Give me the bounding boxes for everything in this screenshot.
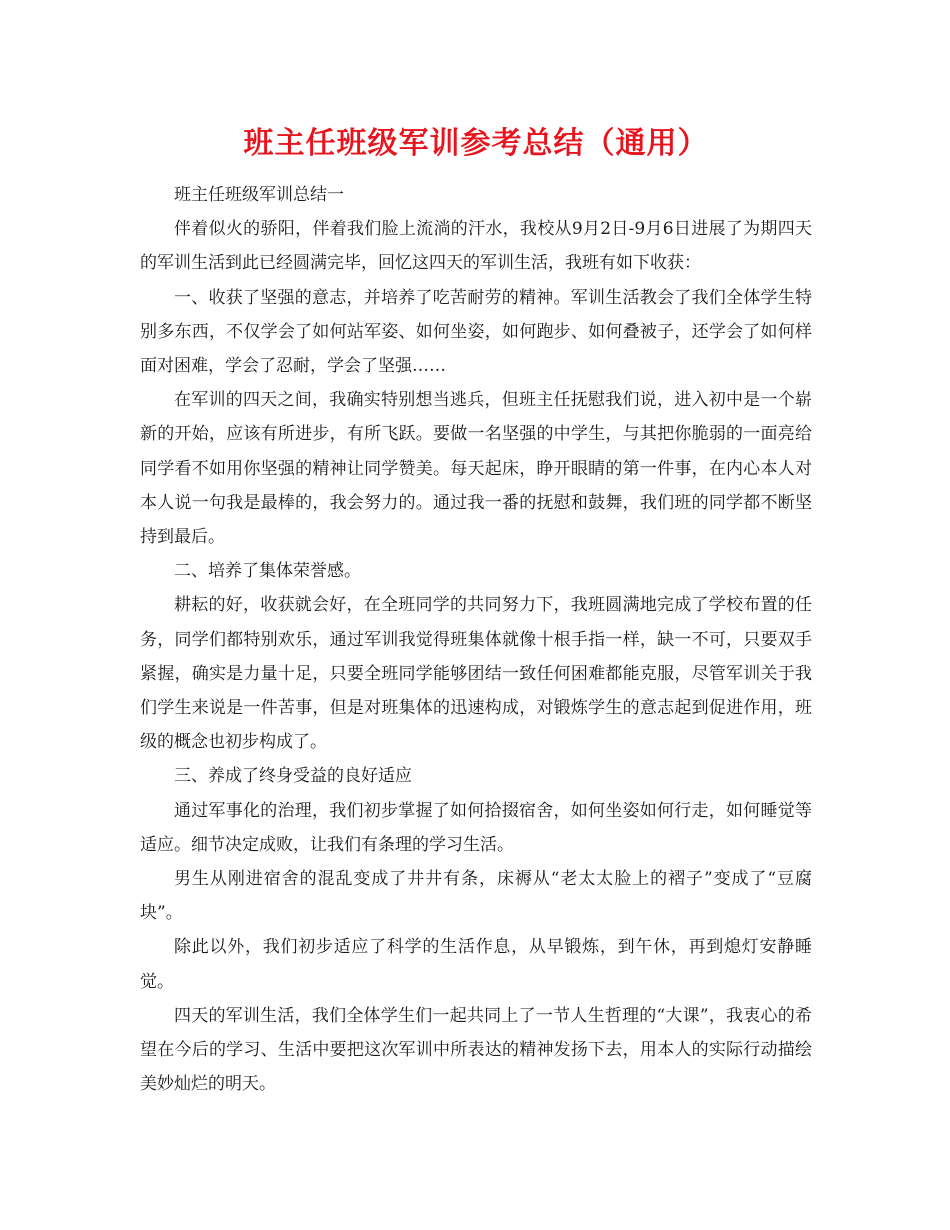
body-paragraph: 除此以外，我们初步适应了科学的生活作息，从早锻炼，到午休，再到熄灯安静睡觉。 [140,937,812,992]
section-three-heading: 三、养成了终身受益的良好适应 [174,766,412,787]
section-one-paragraph: 一、收获了坚强的意志，并培养了吃苦耐劳的精神。军训生活教会了我们全体学生特别多东西，不仅学会了如何站军姿、如何坐姿，如何跑步、如何叠被子，还学会了如何样面对困难，学会了忍耐，学会了坚强…… [140,287,812,377]
body-paragraph: 通过军事化的治理，我们初步掌握了如何拾掇宿舍，如何坐姿如何行走，如何睡觉等适应。细节决定成败，让我们有条理的学习生活。 [140,800,812,855]
body-paragraph: 在军训的四天之间，我确实特别想当逃兵，但班主任抚慰我们说，进入初中是一个崭新的开始，应该有所进步，有所飞跃。要做一名坚强的中学生，与其把你脆弱的一面亮给同学看不如用你坚强的精神让同学赞美。每天起床，睁开眼睛的第一件事，在内心本人对本人说一句我是最棒的，我会努力的。通过我一番的抚慰和鼓舞，我们班的同学都不断坚持到最后。 [140,390,812,548]
document-title: 班主任班级军训参考总结（通用） [243,126,709,161]
body-paragraph: 男生从刚进宿舍的混乱变成了井井有条，床褥从“老太太脸上的褶子”变成了“豆腐块”。 [140,869,812,924]
document-page [140,120,812,1101]
subtitle-paragraph: 班主任班级军训总结一 [174,185,344,205]
section-two-heading: 二、培养了集体荣誉感。 [174,561,361,582]
body-paragraph: 耕耘的好，收获就会好，在全班同学的共同努力下，我班圆满地完成了学校布置的任务，同学们都特别欢乐，通过军训我觉得班集体就像十根手指一样，缺一不可，只要双手紧握，确实是力量十足，只要全班同学能够团结一致任何困难都能克服，尽管军训关于我们学生来说是一件苦事，但是对班集体的迅速构成，对锻炼学生的意志起到促进作用，班级的概念也初步构成了。 [140,595,812,753]
intro-paragraph: 伴着似火的骄阳，伴着我们脸上流淌的汗水，我校从9月2日-9月6日进展了为期四天的军训生活到此已经圆满完毕，回忆这四天的军训生活，我班有如下收获： [140,219,812,274]
closing-paragraph: 四天的军训生活，我们全体学生们一起共同上了一节人生哲理的“大课”，我衷心的希望在今后的学习、生活中要把这次军训中所表达的精神发扬下去，用本人的实际行动描绘美妙灿烂的明天。 [140,1005,812,1095]
